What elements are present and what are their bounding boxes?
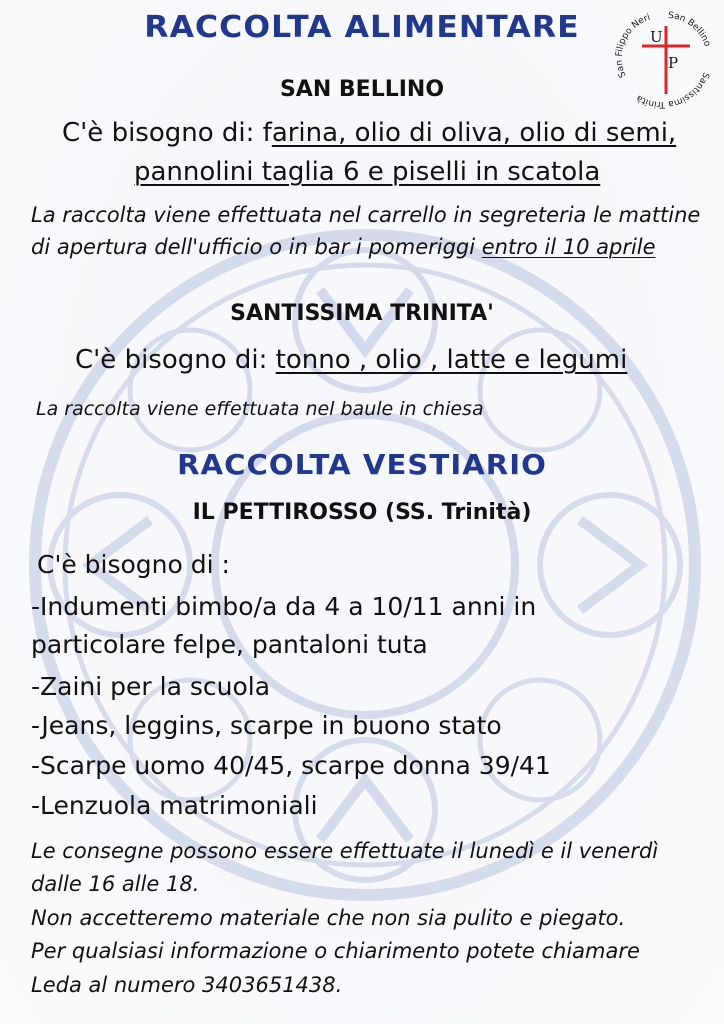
san-bellino-note-line-2 <box>31 231 656 263</box>
footer-line: Leda al numero 3403651438. <box>31 973 343 997</box>
trinita-note: La raccolta viene effettuata nel baule in chiesa <box>36 398 484 420</box>
footer-line: dalle 16 alle 18. <box>31 872 200 896</box>
trinita-need-line <box>75 345 627 375</box>
list-item: -Jeans, leggins, scarpe in buono stato <box>31 711 502 740</box>
list-item: particolare felpe, pantaloni tuta <box>31 630 428 659</box>
section-heading-pettirosso: IL PETTIROSSO (SS. Trinità) <box>192 500 532 525</box>
footer-line: Per qualsiasi informazione o chiarimento potete chiamare <box>31 939 640 963</box>
san-bellino-note-line-1: La raccolta viene effettuata nel carrello in segreteria le mattine <box>31 203 701 227</box>
need-intro: C'è bisogno di: f <box>62 118 272 148</box>
list-item: -Lenzuola matrimoniali <box>31 791 318 820</box>
deadline-text: entro il 10 aprile <box>481 235 656 259</box>
page-title: RACCOLTA ALIMENTARE <box>144 10 580 45</box>
logo-arc-top-right: San Bellino <box>667 10 712 48</box>
note-text: di apertura dell'ufficio o in bar i pomeriggi <box>31 235 482 259</box>
section-heading-san-bellino: SAN BELLINO <box>279 77 445 102</box>
vestiario-intro: C'è bisogno di : <box>37 550 230 579</box>
san-bellino-need-line-1 <box>62 118 676 148</box>
footer-line: Le consegne possono essere effettuate il lunedì e il venerdì <box>31 839 659 863</box>
need-items: arina, olio di oliva, olio di semi, <box>271 118 677 148</box>
need-items: pannolini taglia 6 e piselli in scatola <box>134 157 601 187</box>
logo-letter-u: U <box>650 28 663 46</box>
section-title-vestiario: RACCOLTA VESTIARIO <box>177 448 547 481</box>
list-item: -Scarpe uomo 40/45, scarpe donna 39/41 <box>31 751 551 780</box>
section-heading-trinita: SANTISSIMA TRINITA' <box>230 301 494 326</box>
need-intro: C'è bisogno di: <box>75 345 276 375</box>
logo-arc-top-left: San Filippo Neri <box>614 12 652 79</box>
footer-line: Non accetteremo materiale che non sia pulito e piegato. <box>31 906 626 930</box>
need-items: tonno , olio , latte e legumi <box>275 345 628 375</box>
san-bellino-need-line-2 <box>134 157 600 187</box>
list-item: -Zaini per la scuola <box>31 672 271 701</box>
logo-arc-bottom: Santissima Trinità <box>635 70 711 110</box>
list-item: -Indumenti bimbo/a da 4 a 10/11 anni in <box>31 592 537 621</box>
logo-letter-p: P <box>668 54 679 72</box>
